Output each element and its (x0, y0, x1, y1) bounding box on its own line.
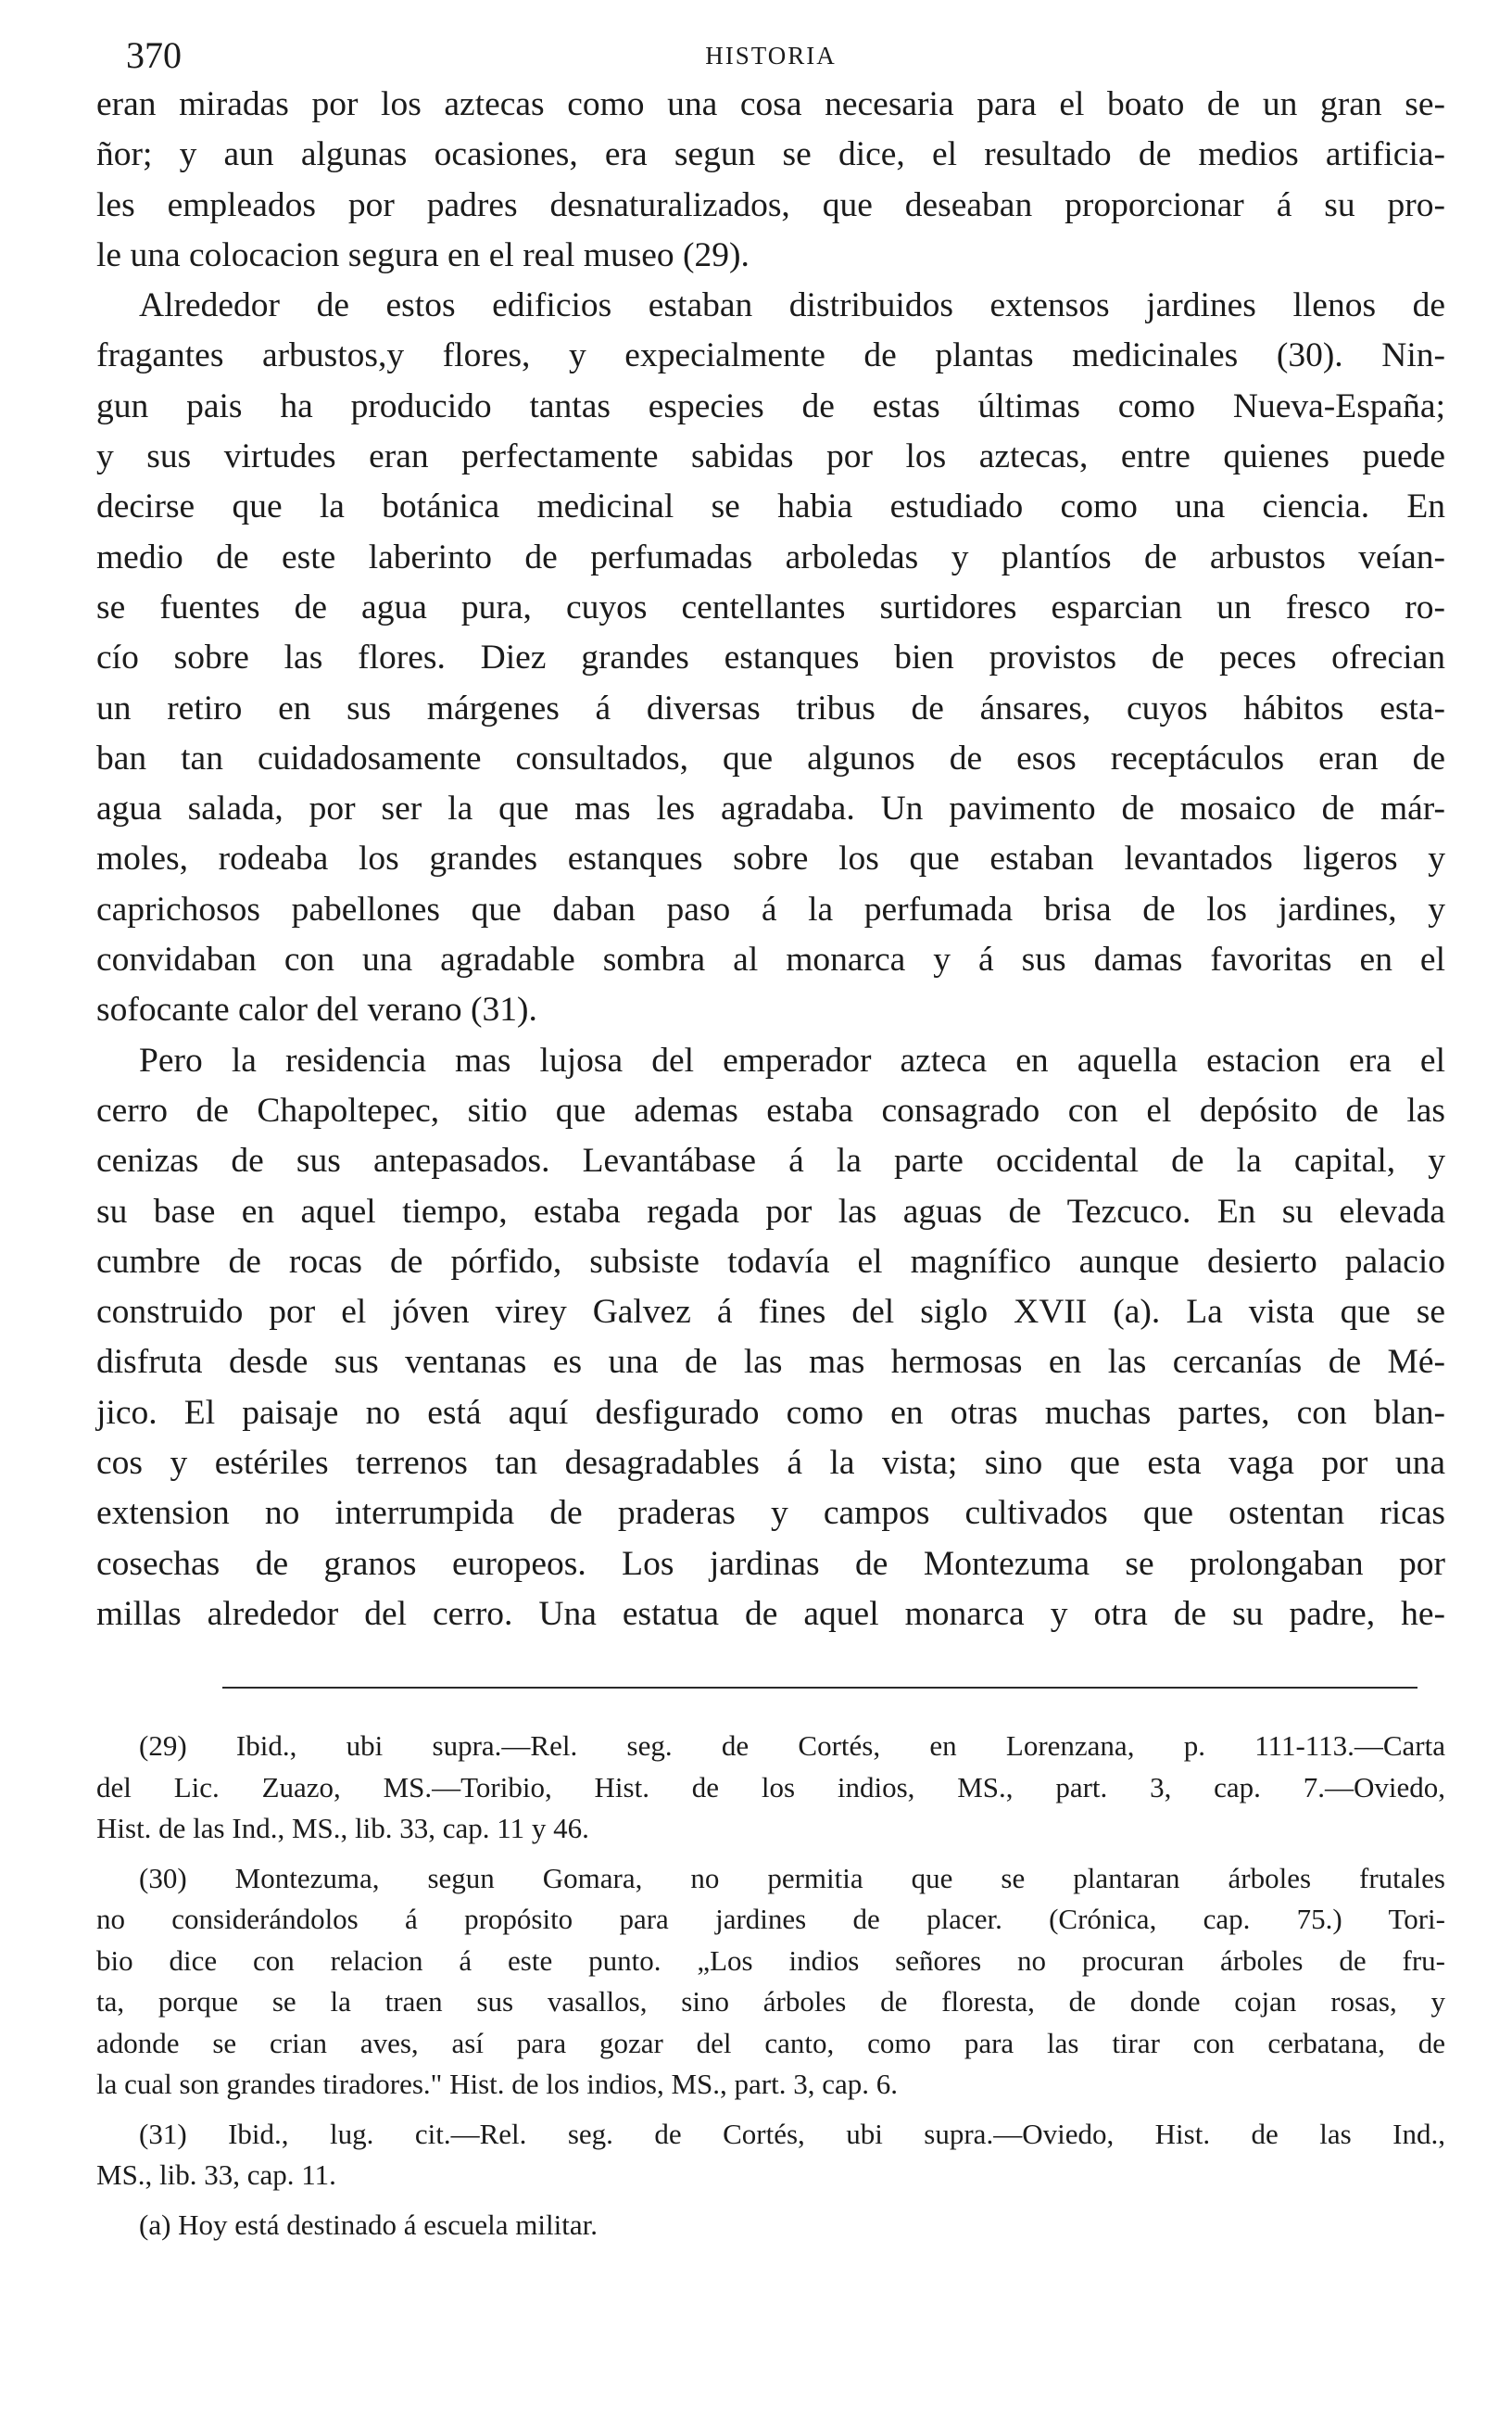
footnote-line: no considerándolos á propósito para jardines de placer. (Crónica, cap. 75.) Tori- (96, 1903, 1445, 1935)
text-line: moles, rodeaba los grandes estanques sobre los que estaban levantados ligeros y (96, 840, 1445, 879)
text-line: sofocante calor del verano (31). (96, 991, 537, 1030)
text-line: Pero la residencia mas lujosa del emperador azteca en aquella estacion era el (139, 1041, 1445, 1080)
text-line: eran miradas por los aztecas como una cosa necesaria para el boato de un gran se- (96, 85, 1445, 123)
footnote-line: (31) Ibid., lug. cit.—Rel. seg. de Cortés, ubi supra.—Oviedo, Hist. de las Ind., (139, 2117, 1445, 2150)
text-line: gun pais ha producido tantas especies de estas últimas como Nueva-España; (96, 386, 1445, 425)
footnote-line: Hist. de las Ind., MS., lib. 33, cap. 11 y 46. (96, 1812, 589, 1844)
text-line: extension no interrumpida de praderas y campos cultivados que ostentan ricas (96, 1494, 1445, 1533)
footnote-line: del Lic. Zuazo, MS.—Toribio, Hist. de los indios, MS., part. 3, cap. 7.—Oviedo, (96, 1770, 1445, 1803)
text-line: cío sobre las flores. Diez grandes estanques bien provistos de peces ofrecian (96, 639, 1445, 677)
text-line: cenizas de sus antepasados. Levantábase á la parte occidental de la capital, y (96, 1142, 1445, 1181)
text-line: decirse que la botánica medicinal se habia estudiado como una ciencia. En (96, 487, 1445, 526)
footnote-line: bio dice con relacion á este punto. „Los indios señores no procuran árboles de fru- (96, 1943, 1445, 1977)
text-line: fragantes arbustos,y flores, y expecialmente de plantas medicinales (30). Nin- (96, 336, 1445, 375)
footnote-a (96, 2205, 1445, 2246)
text-line: agua salada, por ser la que mas les agradaba. Un pavimento de mosaico de már- (96, 790, 1445, 829)
main-text (96, 80, 1445, 1639)
text-line: cos y estériles terrenos tan desagradables á la vista; sino que esta vaga por una (96, 1444, 1445, 1483)
text-line: su base en aquel tiempo, estaba regada por las aguas de Tezcuco. En su elevada (96, 1192, 1445, 1231)
text-line: medio de este laberinto de perfumadas arboledas y plantíos de arbustos veían- (96, 538, 1445, 576)
footnote-line: (30) Montezuma, segun Gomara, no permitia que se plantaran árboles frutales (139, 1861, 1445, 1894)
text-line: cerro de Chapoltepec, sitio que ademas estaba consagrado con el depósito de las (96, 1091, 1445, 1130)
footnote-29 (96, 1726, 1445, 1850)
footnote-line: MS., lib. 33, cap. 11. (96, 2158, 336, 2191)
text-line: cosechas de granos europeos. Los jardinas de Montezuma se prolongaban por (96, 1544, 1445, 1583)
footnote-line: la cual son grandes tiradores." Hist. de los indios, MS., part. 3, cap. 6. (96, 2068, 899, 2100)
footnote-divider (222, 1687, 1418, 1689)
footnotes (96, 1726, 1445, 2254)
footnote-30 (96, 1858, 1445, 2106)
text-line: construido por el jóven virey Galvez á fines del siglo XVII (a). La vista que se (96, 1293, 1445, 1332)
text-line: Alrededor de estos edificios estaban distribuidos extensos jardines llenos de (139, 286, 1445, 325)
page-number: 370 (126, 34, 182, 76)
text-line: caprichosos pabellones que daban paso á la perfumada brisa de los jardines, y (96, 890, 1445, 929)
footnote-line: (29) Ibid., ubi supra.—Rel. seg. de Cortés, en Lorenzana, p. 111-113.—Carta (139, 1729, 1445, 1762)
text-line: y sus virtudes eran perfectamente sabidas por los aztecas, entre quienes puede (96, 437, 1445, 476)
text-line: se fuentes de agua pura, cuyos centellantes surtidores esparcian un fresco ro- (96, 588, 1445, 626)
text-line: convidaban con una agradable sombra al monarca y á sus damas favoritas en el (96, 941, 1445, 980)
footnote-line: (a) Hoy está destinado á escuela militar. (139, 2208, 598, 2241)
text-line: ñor; y aun algunas ocasiones, era segun se dice, el resultado de medios artificia- (96, 135, 1445, 174)
text-line: ban tan cuidadosamente consultados, que algunos de esos receptáculos eran de (96, 739, 1445, 778)
text-line: millas alrededor del cerro. Una estatua de aquel monarca y otra de su padre, he- (96, 1594, 1445, 1633)
text-line: disfruta desde sus ventanas es una de las mas hermosas en las cercanías de Mé- (96, 1343, 1445, 1382)
text-line: cumbre de rocas de pórfido, subsiste todavía el magnífico aunque desierto palacio (96, 1242, 1445, 1281)
footnote-31 (96, 2114, 1445, 2196)
text-line: jico. El paisaje no está aquí desfigurado como en otras muchas partes, con blan- (96, 1393, 1445, 1432)
footnote-line: ta, porque se la traen sus vasallos, sino árboles de floresta, de donde cojan rosas, y (96, 1985, 1445, 2018)
running-title: HISTORIA (705, 42, 837, 70)
text-line: les empleados por padres desnaturalizados, que deseaban proporcionar á su pro- (96, 185, 1445, 224)
text-line: le una colocacion segura en el real museo (29). (96, 235, 750, 274)
page-header (96, 28, 1445, 83)
text-line: un retiro en sus márgenes á diversas tribus de ánsares, cuyos hábitos esta- (96, 689, 1445, 728)
footnote-line: adonde se crian aves, así para gozar del canto, como para las tirar con cerbatana, de (96, 2026, 1445, 2059)
